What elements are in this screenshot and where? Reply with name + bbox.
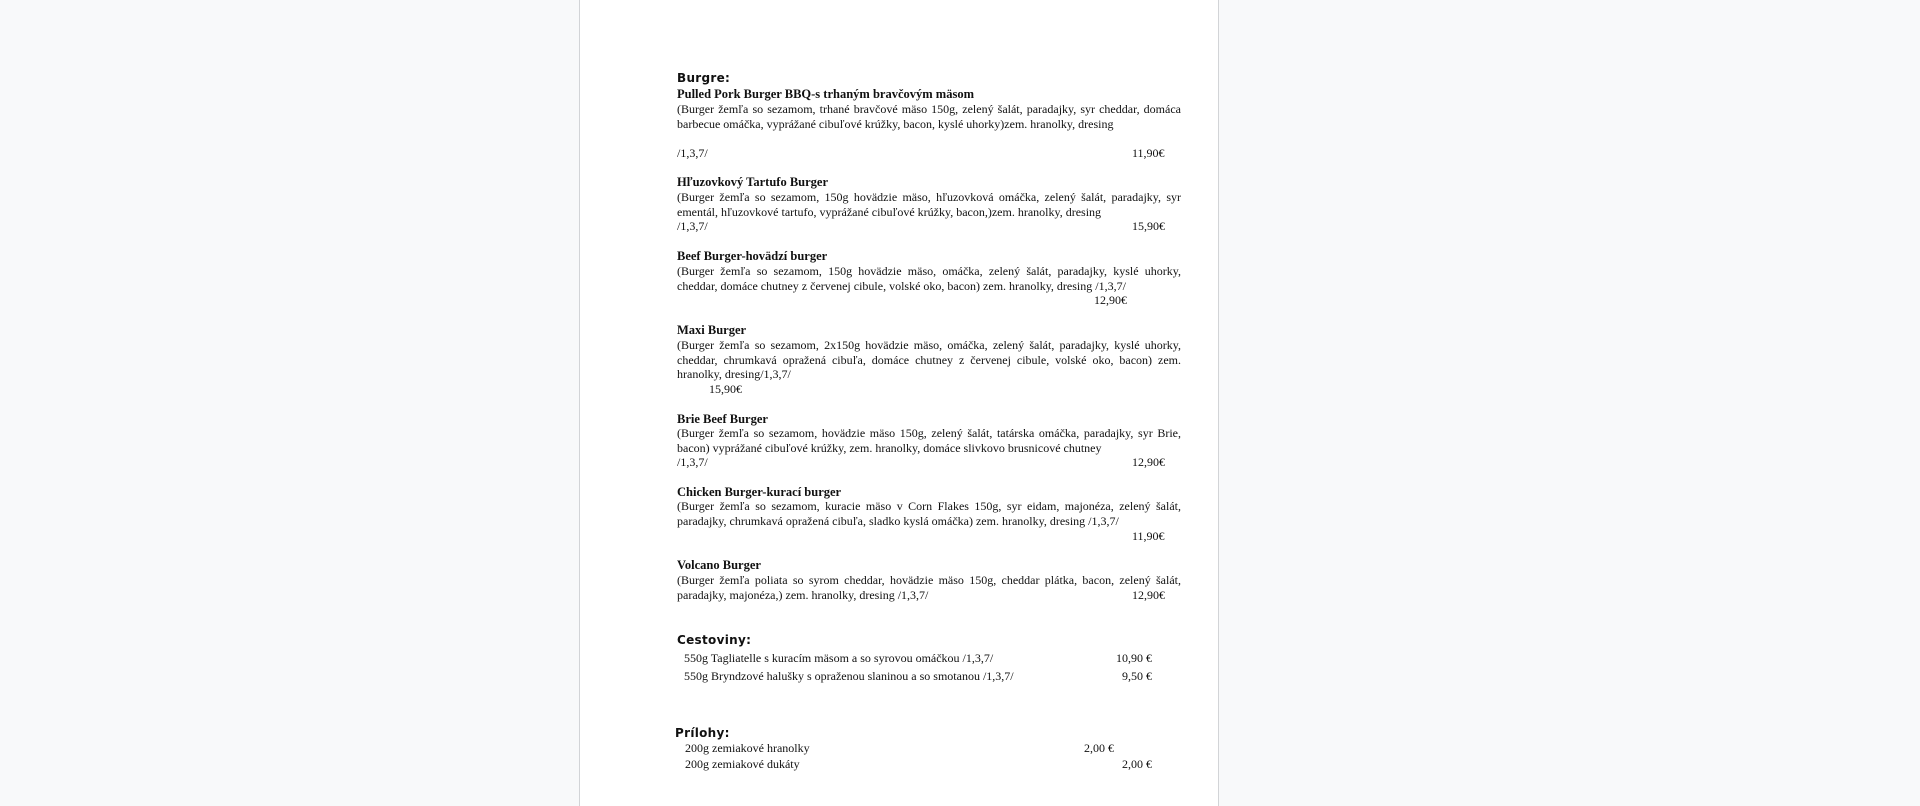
pasta-item: 550g Tagliatelle s kuracím mäsom a so syrovou omáčkou /1,3,7/: [684, 651, 994, 665]
side-item: 200g zemiakové dukáty: [685, 757, 800, 771]
burger-description: (Burger žemľa so sezamom, 2x150g hovädzie mäso, omáčka, zelený šalát, paradajky, kyslé uhorky, cheddar, chrumkavá opražená cibuľa, domáce chutney z červenej cibule, volské oko, bacon) zem. hranolky, dresing/1,3,7/: [677, 338, 1181, 381]
section-title-prilohy: Prílohy:: [675, 726, 730, 740]
document-page: [579, 0, 1219, 806]
burger-name: Hľuzovkový Tartufo Burger: [677, 175, 829, 189]
burger-name: Pulled Pork Burger BBQ-s trhaným bravčovým mäsom: [677, 87, 974, 101]
burger-name: Maxi Burger: [677, 323, 747, 337]
burger-description: (Burger žemľa so sezamom, 150g hovädzie mäso, hľuzovková omáčka, zelený šalát, paradajky, syr ementál, hľuzovkové tartufo, vyprážané cibuľové krúžky, bacon,)zem. hranolky, dresing: [677, 190, 1181, 219]
section-title-burgre: Burgre:: [677, 71, 731, 85]
pasta-price: 9,50 €: [1122, 669, 1152, 683]
burger-allergens: /1,3,7/: [677, 219, 708, 233]
burger-name: Chicken Burger-kurací burger: [677, 485, 842, 499]
burger-price: 11,90€: [1132, 146, 1165, 160]
burger-description: (Burger žemľa so sezamom, 150g hovädzie mäso, omáčka, zelený šalát, paradajky, kyslé uhorky, cheddar, domáce chutney z červenej cibule, volské oko, bacon) zem. hranolky, dresing /1,3,7/: [677, 264, 1181, 293]
burger-name: Volcano Burger: [677, 558, 761, 572]
side-price: 2,00 €: [1084, 741, 1114, 755]
burger-name: Brie Beef Burger: [677, 412, 768, 426]
burger-name: Beef Burger-hovädzí burger: [677, 249, 828, 263]
burger-description: (Burger žemľa poliata so syrom cheddar, hovädzie mäso 150g, cheddar plátka, bacon, zelený šalát, paradajky, majonéza,) zem. hranolky, dresing /1,3,7/: [677, 573, 1181, 602]
burger-price: 12,90€: [1132, 588, 1165, 602]
burger-price: 12,90€: [1132, 455, 1165, 469]
burger-price: 15,90€: [709, 382, 742, 396]
side-item: 200g zemiakové hranolky: [685, 741, 810, 755]
burger-price: 12,90€: [1094, 293, 1127, 307]
section-title-cestoviny: Cestoviny:: [677, 633, 752, 647]
burger-description: (Burger žemľa so sezamom, kuracie mäso v Corn Flakes 150g, syr eidam, majonéza, zelený šalát, paradajky, chrumkavá opražená cibuľa, sladko kyslá omáčka) zem. hranolky, dresing /1,3,7/: [677, 499, 1181, 528]
burger-allergens: /1,3,7/: [677, 146, 708, 160]
burger-description: (Burger žemľa so sezamom, hovädzie mäso 150g, zelený šalát, tatárska omáčka, paradajky, syr Brie, bacon) vyprážané cibuľové krúžky, zem. hranolky, domáce slivkovo brusnicové chutney: [677, 426, 1181, 455]
burger-price: 11,90€: [1132, 529, 1165, 543]
burger-allergens: /1,3,7/: [677, 455, 708, 469]
burger-price: 15,90€: [1132, 219, 1165, 233]
pasta-item: 550g Bryndzové halušky s opraženou slaninou a so smotanou /1,3,7/: [684, 669, 1014, 683]
burger-description: (Burger žemľa so sezamom, trhané bravčové mäso 150g, zelený šalát, paradajky, syr cheddar, domáca barbecue omáčka, vyprážané cibuľové krúžky, bacon, kyslé uhorky)zem. hranolky, dresing: [677, 102, 1181, 131]
pasta-price: 10,90 €: [1116, 651, 1152, 665]
side-price: 2,00 €: [1122, 757, 1152, 771]
